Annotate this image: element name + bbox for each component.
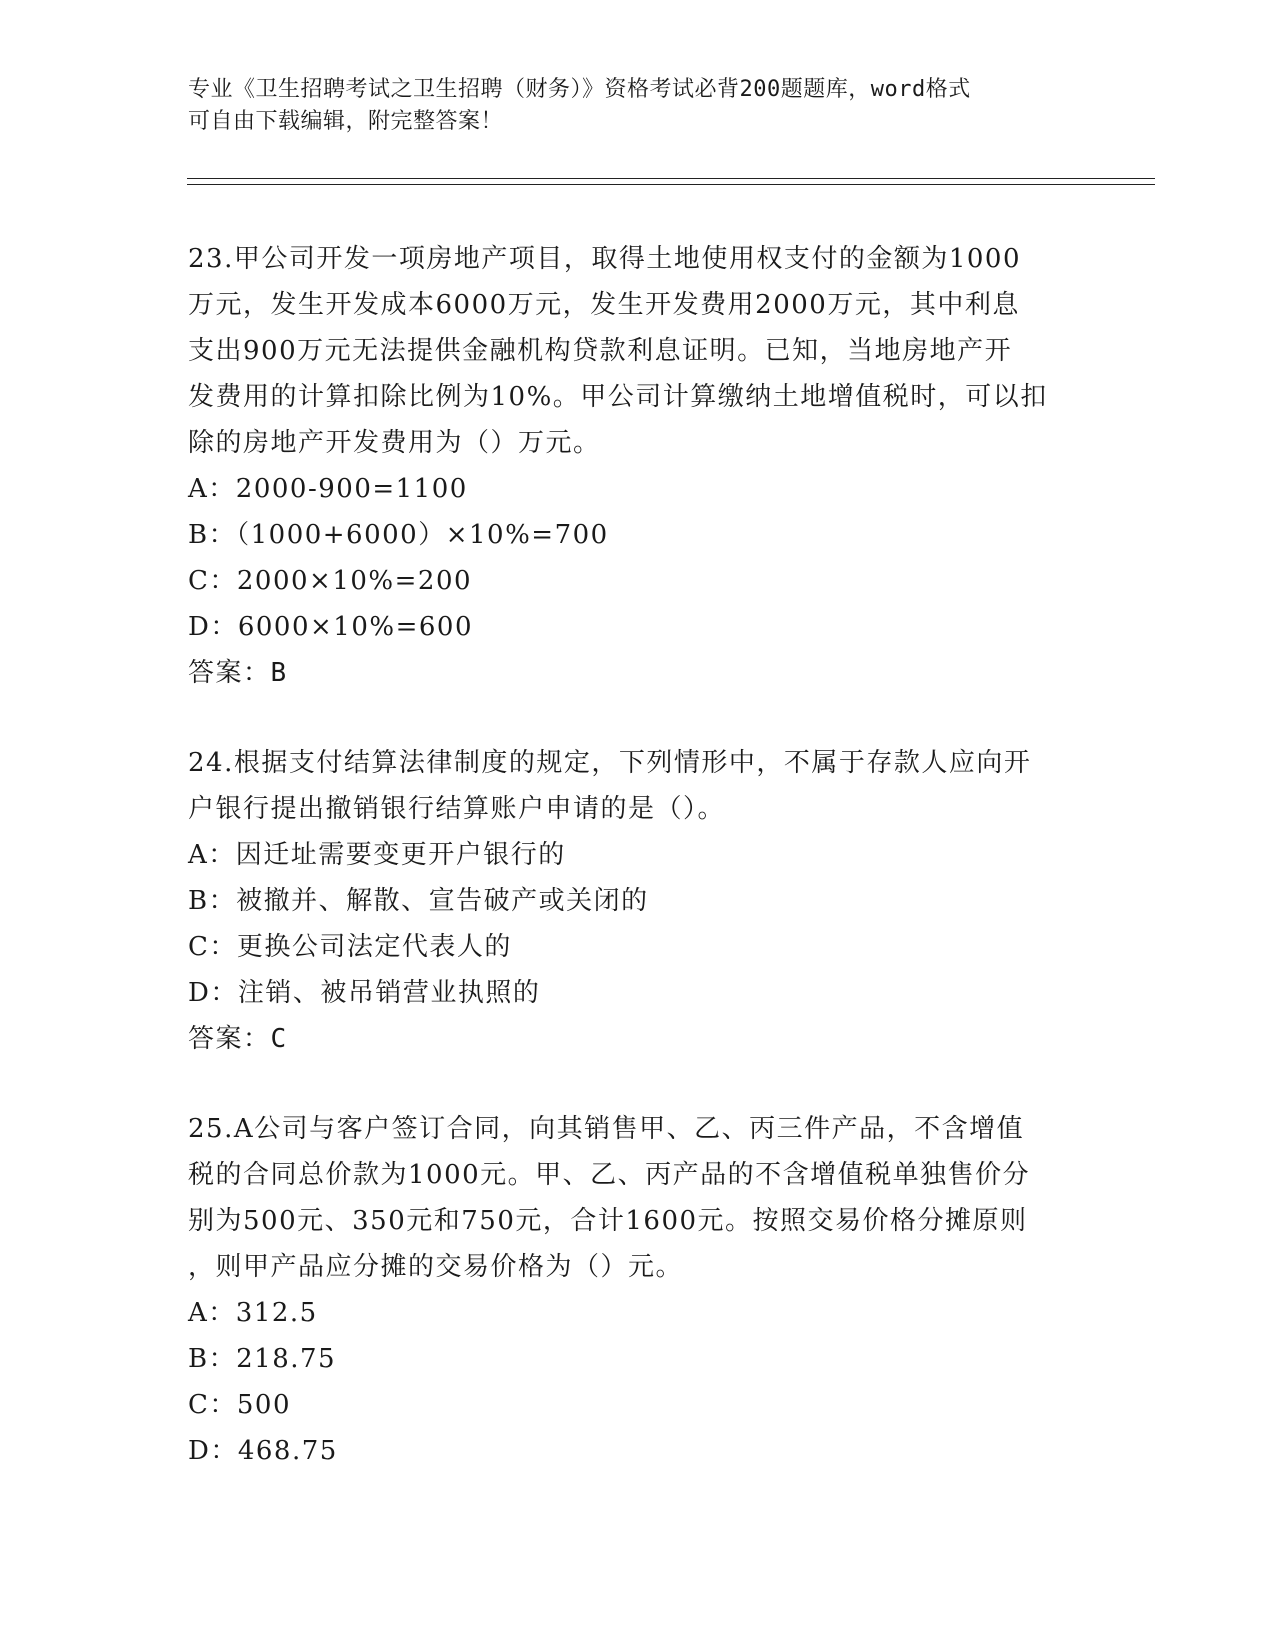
option-d: D：6000×10%=600 xyxy=(188,612,473,642)
question-text-line: 25.A公司与客户签订合同，向其销售甲、乙、丙三件产品，不含增值 xyxy=(188,1114,1025,1144)
document-header xyxy=(188,74,1068,138)
answer-line: 答案：B xyxy=(188,658,288,688)
question-text-line: 发费用的计算扣除比例为10%。甲公司计算缴纳土地增值税时，可以扣 xyxy=(188,382,1048,412)
question-list xyxy=(188,236,1088,1474)
question-text-line: 户银行提出撤销银行结算账户申请的是（）。 xyxy=(188,794,726,824)
header-divider-top xyxy=(187,178,1155,179)
header-line-1: 专业《卫生招聘考试之卫生招聘（财务）》资格考试必背200题题库，word格式 xyxy=(188,77,971,102)
question-text-line: 税的合同总价款为1000元。甲、乙、丙产品的不含增值税单独售价分 xyxy=(188,1160,1031,1190)
question-text-line: 24.根据支付结算法律制度的规定，下列情形中，不属于存款人应向开 xyxy=(188,748,1032,778)
option-a: A：2000-900=1100 xyxy=(188,474,468,504)
question-25 xyxy=(188,1106,1088,1474)
option-c: C：500 xyxy=(188,1390,292,1420)
option-b: B：被撤并、解散、宣告破产或关闭的 xyxy=(188,886,649,916)
question-text-line: 万元，发生开发成本6000万元，发生开发费用2000万元，其中利息 xyxy=(188,290,1020,320)
option-c: C：2000×10%=200 xyxy=(188,566,473,596)
question-23 xyxy=(188,236,1088,696)
question-text-line: ，则甲产品应分摊的交易价格为（）元。 xyxy=(188,1252,684,1282)
option-b: B：（1000+6000）×10%=700 xyxy=(188,520,609,550)
option-d: D：468.75 xyxy=(188,1436,338,1466)
option-b: B：218.75 xyxy=(188,1344,337,1374)
option-d: D：注销、被吊销营业执照的 xyxy=(188,978,541,1008)
option-c: C：更换公司法定代表人的 xyxy=(188,932,512,962)
question-text-line: 23.甲公司开发一项房地产项目，取得土地使用权支付的金额为1000 xyxy=(188,244,1022,274)
question-spacer xyxy=(188,1062,1088,1106)
question-text-line: 除的房地产开发费用为（）万元。 xyxy=(188,428,601,458)
question-text-line: 别为500元、350元和750元，合计1600元。按照交易价格分摊原则 xyxy=(188,1206,1028,1236)
question-text-line: 支出900万元无法提供金融机构贷款利息证明。已知，当地房地产开 xyxy=(188,336,1013,366)
option-a: A：因迁址需要变更开户银行的 xyxy=(188,840,566,870)
answer-line: 答案：C xyxy=(188,1024,288,1054)
header-line-2: 可自由下载编辑，附完整答案！ xyxy=(188,109,504,134)
question-24 xyxy=(188,740,1088,1062)
header-divider-bottom xyxy=(187,184,1155,185)
question-spacer xyxy=(188,696,1088,740)
option-a: A：312.5 xyxy=(188,1298,318,1328)
